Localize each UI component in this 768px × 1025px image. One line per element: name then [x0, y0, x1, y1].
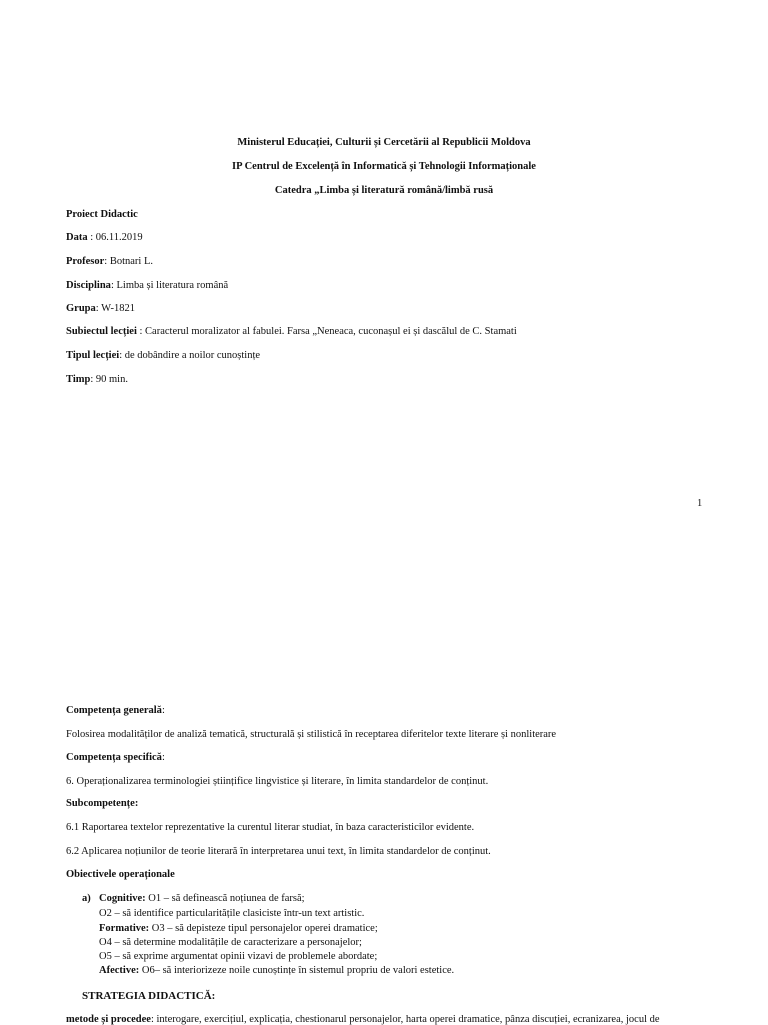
- field-lesson-type-value: de dobândire a noilor cunoștințe: [124, 350, 261, 361]
- field-discipline-value: Limba și literatura română: [116, 280, 229, 291]
- field-time-value: 90 min.: [95, 374, 128, 385]
- field-discipline-label: Disciplina: [66, 280, 111, 291]
- field-teacher-value: Botnari L.: [109, 256, 154, 267]
- field-time-label: Timp: [66, 374, 91, 385]
- field-date-value: 06.11.2019: [95, 232, 143, 243]
- subcompetence-item: 6.2 Aplicarea noțiunilor de teorie literară în interpretarea unui text, în limita standardelor de conținut.: [66, 846, 491, 857]
- field-group-label: Grupa: [66, 303, 96, 314]
- competence-specific-text: 6. Operaționalizarea terminologiei științifice lingvistice și literare, în limita standardelor de conținut.: [66, 776, 489, 787]
- page-number: 1: [697, 498, 703, 509]
- field-discipline-sep: :: [110, 280, 117, 291]
- objectives-heading: Obiectivele operaționale: [66, 869, 175, 880]
- objective-category: Formative:: [99, 923, 150, 934]
- field-date-sep: :: [87, 232, 96, 243]
- objective-line: [99, 893, 305, 904]
- competence-specific-heading: [66, 752, 165, 763]
- methods-text: : interogare, exercițiul, explicația, chestionarul personajelor, harta operei dramatice, pânza discuției, ecranizarea, jocul de: [150, 1014, 660, 1025]
- field-time-sep: :: [90, 374, 96, 385]
- field-group-sep: :: [95, 303, 102, 314]
- field-subject-sep: :: [136, 326, 146, 337]
- competence-general-text: Folosirea modalităților de analiză tematică, structurală și stilistică în receptarea diferitelor texte literare și nonliterare: [66, 729, 557, 740]
- objective-category: Cognitive:: [99, 893, 146, 904]
- strategy-heading: STRATEGIA DIDACTICĂ:: [82, 990, 216, 1002]
- ministry-heading: Ministerul Educației, Culturii și Cercetării al Republicii Moldova: [237, 137, 531, 148]
- field-lesson-type-label: Tipul lecției: [66, 350, 120, 361]
- field-lesson-type-sep: :: [119, 350, 125, 361]
- objective-text: O2 – să identifice particularitățile clasiciste într-un text artistic.: [99, 908, 365, 919]
- field-time: [66, 374, 128, 385]
- field-date: [66, 232, 143, 243]
- field-group-value: W-1821: [101, 303, 135, 314]
- objective-line: [99, 937, 362, 948]
- field-teacher-label: Profesor: [66, 256, 105, 267]
- objective-line: [99, 951, 377, 962]
- field-subject-label: Subiectul lecției: [66, 326, 137, 337]
- competence-general-heading: [66, 705, 165, 716]
- competence-specific-label: Competența specifică: [66, 752, 162, 763]
- methods-label: metode și procedee: [66, 1014, 151, 1025]
- competence-general-suffix: :: [161, 705, 165, 716]
- objective-text: O1 – să definească noțiunea de farsă;: [145, 893, 305, 904]
- objectives-list-marker: a): [82, 893, 91, 904]
- objective-line: [99, 908, 364, 919]
- project-title: Proiect Didactic: [66, 209, 138, 220]
- objective-text: O5 – să exprime argumentat opinii vizavi de problemele abordate;: [99, 951, 378, 962]
- field-subject-value: Caracterul moralizator al fabulei. Farsa „Neneaca, cuconașul ei și dascălul de C. Stamati: [145, 326, 517, 337]
- field-lesson-type: [66, 350, 260, 361]
- objective-text: O3 – să depisteze tipul personajelor operei dramatice;: [149, 923, 378, 934]
- field-subject: [66, 326, 517, 337]
- objective-line: [99, 965, 454, 976]
- field-date-label: Data: [66, 232, 88, 243]
- subcompetence-item: 6.1 Raportarea textelor reprezentative la curentul literar studiat, în baza caracteristicilor evidente.: [66, 822, 475, 833]
- field-teacher-sep: :: [104, 256, 110, 267]
- objective-text: O6– să interiorizeze noile cunoștințe în sistemul propriu de valori estetice.: [139, 965, 455, 976]
- field-discipline: [66, 280, 228, 291]
- field-group: [66, 303, 135, 314]
- objective-text: O4 – să determine modalitățile de caracterizare a personajelor;: [99, 937, 362, 948]
- competence-specific-suffix: :: [161, 752, 165, 763]
- field-teacher: [66, 256, 153, 267]
- objective-category: Afective:: [99, 965, 140, 976]
- objective-line: [99, 923, 378, 934]
- institution-heading: IP Centrul de Excelență în Informatică și Tehnologii Informaționale: [232, 161, 536, 172]
- competence-general-label: Competența generală: [66, 705, 162, 716]
- subcompetences-heading: Subcompetențe:: [66, 798, 139, 809]
- methods-line: [66, 1014, 660, 1025]
- department-heading: Catedra „Limba și literatură română/limbă rusă: [274, 185, 494, 196]
